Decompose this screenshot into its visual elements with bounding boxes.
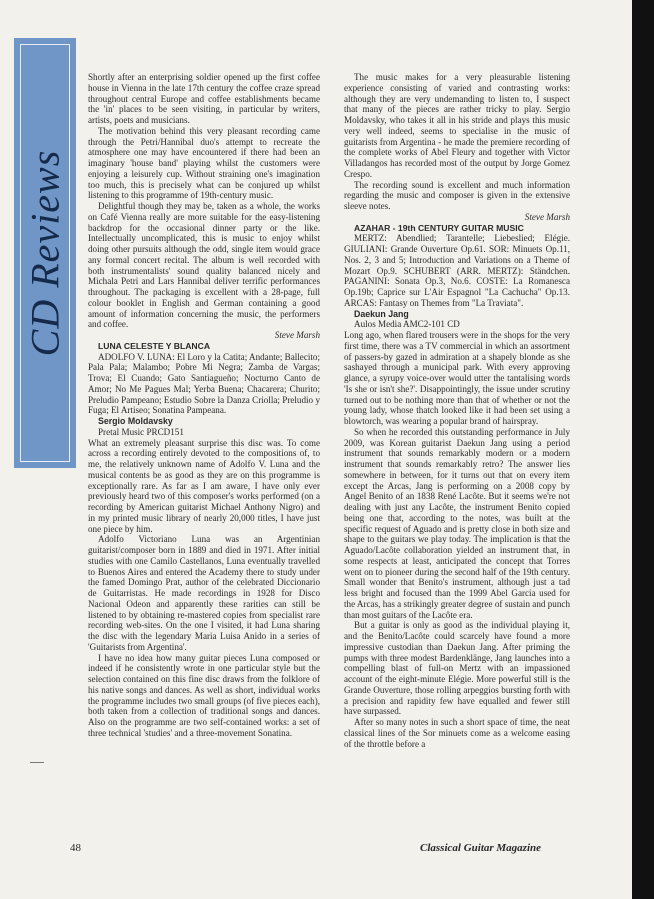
paragraph: Long ago, when flared trousers were in the shops for the very first time, there was a TV commercial in which an assortment of passers-by gazed in admiration at a shapely blonde as she sashayed through a municipal park. With every approving glance, a syrupy voice-over would utter the tantalising words 'Is she or isn't she?'. Disappointingly, the issue under scrutiny turned out to be nothing more than that of whether or not the young lady, whose thatch looked like it had been set using a blowtorch, was wearing a popular brand of hairspray. — [344, 330, 570, 426]
reviewer-signature: Steve Marsh — [274, 330, 320, 340]
scan-mark — [30, 762, 44, 763]
section-banner — [14, 38, 76, 468]
magazine-name: Classical Guitar Magazine — [420, 842, 542, 854]
review-title: AZAHAR - 19th CENTURY GUITAR MUSIC — [354, 222, 524, 233]
record-label: Pretal Music PRCD151 — [98, 426, 184, 437]
review-program: MERTZ: Abendlied; Tarantelle; Liebeslied; Elégie. GIULIANI: Grande Ouverture Op.61. SOR: Minuets Op.11, Nos. 2, 3 and 5; Introduction and Variations on a Theme of Mozart Op.9. SCHUBERT (ARR. MERTZ): Ständchen. PAGANINI: Sonata Op.3, No.6. COSTE: La Romanesca Op.19b; Caprice sur L'Air Espagnol "La Cachucha" Op.13. ARCAS: Fantasy on Themes from "La Traviata". — [344, 233, 570, 308]
paragraph: I have no idea how many guitar pieces Luna composed or indeed if he consistently wrote in one particular style but the selection contained on this fine disc draws from the folklore of his native songs and dances. As well as short, individual works the programme includes two small groups (of five pieces each), both taken from a collection of traditional songs and dances. Also on the programme are two self-contained works: a set of three technical 'studies' and a three-movement Sonatina. — [88, 652, 320, 738]
paragraph: What an extremely pleasant surprise this disc was. To come across a recording entirely devoted to the compositions of, to me, the relatively unknown name of Adolfo V. Luna and the musical contents be as good as they are on this programme is exceptionally rare. As far as I am aware, I have only ever previously heard two of this composer's works performed (on a recording by American guitarist Michael Anthony Nigro) and in my printed music library of nearly 20,000 titles, I have just one piece by him. — [88, 437, 320, 534]
paragraph: But a guitar is only as good as the individual playing it, and the Benito/Lacôte could scarcely have found a more impressive custodian than Daekun Jang. After priming the pumps with three modest Bardenklänge, Jang launches into a compelling blast of full-on Mertz with an impassioned account of the eight-minute Elégie. More powerful still is the Grande Ouverture, those rolling arpeggios bursting forth with a precision and rapidity few have equalled and fewer still have surpassed. — [344, 620, 570, 717]
left-column — [88, 72, 320, 739]
scan-edge — [632, 0, 654, 899]
reviewer-signature: Steve Marsh — [524, 211, 570, 222]
record-label: Aulos Media AMC2-101 CD — [354, 319, 460, 330]
paragraph: After so many notes in such a short space of time, the neat classical lines of the Sor minuets come as a welcome easing of the throttle before a — [344, 717, 570, 749]
review-artist: Sergio Moldavsky — [98, 416, 173, 426]
paragraph: The music makes for a very pleasurable listening experience consisting of varied and contrasting works: although they are very undemanding to listen to, I suspect that many of the pieces are rather tricky to play. Sergio Moldavsky, who takes it all in his stride and plays this music very well indeed, seems to specialise in the music of guitarists from Argentina - he made the premiere recording of the complete works of Abel Fleury and together with Victor Villadangos has recorded most of the output by Jorge Gomez Crespo. — [344, 72, 570, 179]
paragraph: So when he recorded this outstanding performance in July 2009, was Korean guitarist Daekun Jang using a period instrument that sounds remarkably modern or a modern instrument that sounds remarkably retro? The answer lies somewhere in between, for it turns out that on every item except the Arcas, Jang is performing on a 2008 copy by Angel Benito of an 1838 René Lacôte. But it seems we're not dealing with just any Lacôte, the instrument Benito copied being one that, according to the notes, was built at the specific request of Aguado and is pretty close in both size and shape to the guitars we play today. The implication is that the Aguado/Lacôte collaboration yielded an instrument that, in some respects at least, anticipated the concept that Torres went on to pioneer during the second half of the 19th century. Small wonder that Benito's instrument, although just a tad less bright and focused than the 1999 Abel Garcia used for the Arcas, has a strikingly greater degree of sustain and punch than most guitars of the Lacôte era. — [344, 426, 570, 620]
section-title: CD Reviews — [22, 149, 68, 357]
right-column — [344, 72, 570, 749]
review-artist: Daekun Jang — [354, 308, 409, 319]
paragraph: The motivation behind this very pleasant recording came through the Petri/Hannibal duo's attempt to recreate the atmosphere one may have encountered if there had been an imaginary 'house band' playing whilst the customers were enjoying a leisurely cup. Without straining one's imagination too much, this is precisely what can be conjured up whilst listening to this programme of 19th-century music. — [88, 125, 320, 201]
review-title: LUNA CELESTE Y BLANCA — [98, 340, 211, 351]
paragraph: Shortly after an enterprising soldier opened up the first coffee house in Vienna in the late 17th century the coffee craze spread throughout central Europe and coffee establishments became the 'in' places to be seen visiting, in particular by writers, artists, poets and musicians. — [88, 72, 320, 125]
paragraph: Delightful though they may be, taken as a whole, the works on Café Vienna really are more suitable for the easy-listening backdrop for the occasional dinner party or the like. Intellectually uncomplicated, this is music to enjoy whilst doing other pursuits although the odd, single item would grace any formal concert recital. The album is well recorded with both instrumentalists' sound quality balanced nicely and Michala Petri and Lars Hannibal deliver terrific performances throughout. The packaging is excellent with a 28-page, full colour booklet in English and German containing a good amount of information concerning the music, the performers and coffee. — [88, 201, 320, 330]
page-number: 48 — [70, 842, 81, 854]
review-program: ADOLFO V. LUNA: El Loro y la Catita; Andante; Ballecito; Pala Pala; Malambo; Pobre Mi Negra; Zamba de Vargas; Trova; El Cuando; Gato Santiagueño; Nocturno Canto de Amor; No Me Pagues Mal; Yerba Buena; Chacarera; Churito; Preludio Pampeano; Estudio Sobre la Danza Criolla; Preludio y Fuga; El Artiseo; Sonatina Pampeana. — [88, 351, 320, 416]
paragraph: The recording sound is excellent and much information regarding the music and composer is given in the extensive sleeve notes. — [344, 179, 570, 211]
paragraph: Adolfo Victoriano Luna was an Argentinian guitarist/composer born in 1889 and died in 1971. After initial studies with one Camilo Castellanos, Luna eventually travelled to Buenos Aires and entered the Academy there to study under the famed Domingo Prat, author of the celebrated Diccionario de Guitarristas. He made recordings in 1928 for Disco Nacional Odeon and apparently these rarities can still be listened to by obtaining re-mastered copies from specialist rare recording web-sites. On the one I visited, it had Luna sharing the disc with the legendary Maria Luisa Anido in a series of 'Guitarists from Argentina'. — [88, 534, 320, 652]
